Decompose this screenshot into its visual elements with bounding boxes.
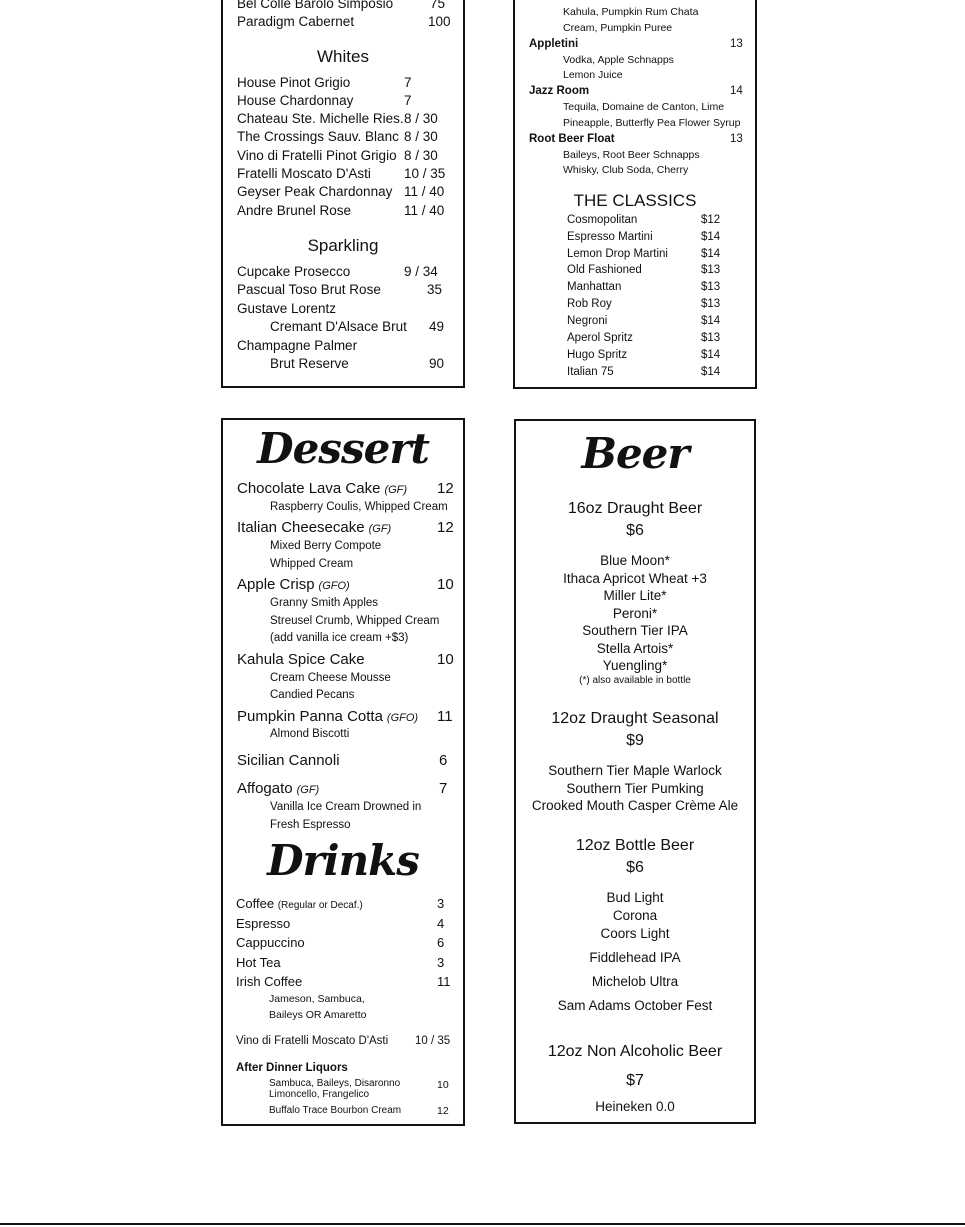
beer-section-price: $9 <box>626 732 644 749</box>
dessert-price: 10 <box>437 651 454 668</box>
wine-name: The Crossings Sauv. Blanc <box>237 129 399 144</box>
classic-name: Negroni <box>567 315 608 327</box>
wine-name: Champagne Palmer <box>237 338 358 353</box>
dessert-price: 12 <box>437 480 454 497</box>
wine-name: House Chardonnay <box>237 93 354 108</box>
classic-price: $13 <box>701 264 721 276</box>
dessert-desc: Vanilla Ice Cream Drowned in <box>270 801 422 813</box>
drink-name: Cappuccino <box>236 935 305 950</box>
dessert-desc: Candied Pecans <box>270 689 355 701</box>
whites-heading: Whites <box>317 47 369 66</box>
beer-item: Peroni* <box>612 606 658 621</box>
dessert-price: 11 <box>437 708 453 725</box>
dessert-desc: Mixed Berry Compote <box>270 540 382 552</box>
drink-name: Irish Coffee <box>236 974 303 989</box>
beer-item: Southern Tier Maple Warlock <box>548 763 722 778</box>
wine-price: 11 / 40 <box>404 203 445 218</box>
wine-name: Paradigm Cabernet <box>237 14 355 29</box>
liquor-name: Limoncello, Frangelico <box>269 1089 370 1100</box>
liquors-heading: After Dinner Liquors <box>236 1062 348 1074</box>
dessert-desc: (add vanilla ice cream +$3) <box>270 632 409 644</box>
beer-item: Crooked Mouth Casper Crème Ale <box>531 798 739 813</box>
wine-price: 7 <box>404 93 412 108</box>
cocktail-desc: Vodka, Apple Schnapps <box>563 54 674 66</box>
dessert-desc: Granny Smith Apples <box>270 597 379 609</box>
liquor-price: 12 <box>437 1105 449 1117</box>
drink-name: Hot Tea <box>236 955 281 970</box>
beer-item: Corona <box>612 908 658 923</box>
wine-price: 11 / 40 <box>404 184 445 199</box>
dessert-tag: (GFO) <box>318 580 350 592</box>
cocktail-price: 13 <box>730 38 743 50</box>
classic-name: Old Fashioned <box>567 264 642 276</box>
wine-price: 8 / 30 <box>404 111 438 126</box>
beer-title: Beer <box>581 429 689 478</box>
wine-menu-panel <box>221 0 465 388</box>
dessert-item-name <box>237 480 407 497</box>
beer-item: Stella Artois* <box>596 641 674 656</box>
beer-section-heading: 12oz Draught Seasonal <box>551 710 719 727</box>
classic-price: $13 <box>701 332 721 344</box>
drink-desc: Baileys OR Amaretto <box>269 1009 367 1021</box>
beer-item: Bud Light <box>606 890 664 905</box>
dessert-name-text: Italian Cheesecake <box>237 519 365 536</box>
beer-section-price: $6 <box>626 522 644 539</box>
classic-price: $14 <box>701 349 721 361</box>
beer-item: Coors Light <box>600 926 670 941</box>
wine-name: Fratelli Moscato D'Asti <box>237 166 371 181</box>
beer-item: Heineken 0.0 <box>595 1099 675 1114</box>
dessert-tag: (GF) <box>296 784 320 796</box>
dessert-item-name <box>237 708 418 725</box>
liquor-price: 10 <box>437 1079 449 1091</box>
cocktail-menu-panel <box>513 0 757 389</box>
beer-menu-panel <box>514 419 756 1124</box>
dessert-price: 10 <box>437 576 454 593</box>
dessert-item-name <box>237 780 319 797</box>
classic-name: Manhattan <box>567 281 622 293</box>
cocktail-desc: Cream, Pumpkin Puree <box>563 22 673 34</box>
cocktail-desc: Whisky, Club Soda, Cherry <box>563 164 689 176</box>
dessert-tag: (GFO) <box>386 712 419 724</box>
drink-price: 3 <box>437 896 445 911</box>
drink-price: 3 <box>437 955 445 970</box>
cocktail-desc: Tequila, Domaine de Canton, Lime <box>563 101 725 113</box>
dessert-name-text: Affogato <box>237 780 293 797</box>
wine-name: Pascual Toso Brut Rose <box>237 282 381 297</box>
beer-section-heading: 16oz Draught Beer <box>567 500 703 517</box>
classic-price: $14 <box>701 248 721 260</box>
dessert-drinks-panel <box>221 418 465 1126</box>
beer-section-price: $6 <box>626 859 644 876</box>
bottle-availability-note: (*) also available in bottle <box>579 675 691 686</box>
page-bottom-rule <box>0 1223 965 1225</box>
wine-price: 7 <box>404 75 412 90</box>
drinks-title: Drinks <box>267 836 419 885</box>
beer-item: Southern Tier Pumking <box>566 781 704 796</box>
wine-price: 10 / 35 <box>404 166 446 181</box>
dessert-desc: Streusel Crumb, Whipped Cream <box>270 615 440 627</box>
classic-price: $14 <box>701 231 721 243</box>
wine-price: 100 <box>428 14 451 29</box>
beer-item: Blue Moon* <box>600 553 670 568</box>
wine-price: 9 / 34 <box>404 264 438 279</box>
dessert-desc: Whipped Cream <box>270 558 354 570</box>
dessert-item-name <box>237 519 391 536</box>
wine-name: Andre Brunel Rose <box>237 203 352 218</box>
classic-price: $14 <box>701 315 721 327</box>
dessert-item-name <box>237 576 350 593</box>
classic-price: $13 <box>701 298 721 310</box>
classic-name: Rob Roy <box>567 298 612 310</box>
wine-price: 35 <box>427 282 443 297</box>
classic-name: Italian 75 <box>567 366 614 378</box>
cocktail-desc: Lemon Juice <box>563 69 623 81</box>
dessert-name-text: Kahula Spice Cake <box>237 651 365 668</box>
beer-item: Michelob Ultra <box>591 974 679 989</box>
classic-price: $12 <box>701 214 721 226</box>
wine-name: Gustave Lorentz <box>237 301 337 316</box>
wine-name: Cremant D'Alsace Brut <box>270 319 407 334</box>
drink-name-text: Coffee <box>236 896 275 911</box>
dessert-title: Dessert <box>257 424 429 473</box>
cocktail-desc: Baileys, Root Beer Schnapps <box>563 149 700 161</box>
beer-item: Sam Adams October Fest <box>557 998 713 1013</box>
drink-name <box>236 896 363 911</box>
dessert-name-text: Apple Crisp <box>237 576 315 593</box>
cocktail-price: 13 <box>730 133 743 145</box>
wine-price: 8 / 30 <box>404 148 438 163</box>
cocktail-name: Appletini <box>529 38 579 50</box>
wine-price: 49 <box>429 319 445 334</box>
drink-name: Vino di Fratelli Moscato D'Asti <box>236 1035 389 1047</box>
dessert-item-name <box>237 651 365 668</box>
wine-price: 75 <box>430 0 446 11</box>
beer-item: Yuengling* <box>602 658 668 673</box>
classic-name: Cosmopolitan <box>567 214 638 226</box>
wine-name: Geyser Peak Chardonnay <box>237 184 393 199</box>
dessert-desc: Cream Cheese Mousse <box>270 672 391 684</box>
cocktail-name: Jazz Room <box>529 85 590 97</box>
beer-item: Southern Tier IPA <box>582 623 688 638</box>
liquor-name: Buffalo Trace Bourbon Cream <box>269 1105 402 1116</box>
cocktail-name: Root Beer Float <box>529 133 615 145</box>
beer-item: Miller Lite* <box>603 588 667 603</box>
drink-name: Espresso <box>236 916 291 931</box>
drink-price: 11 <box>437 974 451 989</box>
classic-name: Aperol Spritz <box>567 332 633 344</box>
beer-item: Fiddlehead IPA <box>589 950 681 965</box>
classic-name: Lemon Drop Martini <box>567 248 668 260</box>
dessert-name-text: Sicilian Cannoli <box>237 752 340 769</box>
classic-price: $13 <box>701 281 721 293</box>
drink-note: (Regular or Decaf.) <box>277 900 363 911</box>
classic-name: Hugo Spritz <box>567 349 628 361</box>
liquor-name: Sambuca, Baileys, Disaronno <box>269 1078 401 1089</box>
cocktail-desc: Kahula, Pumpkin Rum Chata <box>563 6 699 18</box>
classic-price: $14 <box>701 366 721 378</box>
wine-name: Vino di Fratelli Pinot Grigio <box>237 148 397 163</box>
dessert-desc: Fresh Espresso <box>270 819 351 831</box>
drink-price: 6 <box>437 935 445 950</box>
classic-name: Espresso Martini <box>567 231 653 243</box>
drink-price: 10 / 35 <box>415 1035 451 1047</box>
dessert-tag: (GF) <box>384 484 408 496</box>
wine-name: Chateau Ste. Michelle Ries. <box>237 111 404 126</box>
dessert-tag: (GF) <box>368 523 392 535</box>
dessert-name-text: Pumpkin Panna Cotta <box>237 708 383 725</box>
dessert-desc: Almond Biscotti <box>270 728 350 740</box>
beer-section-heading: 12oz Non Alcoholic Beer <box>547 1043 723 1060</box>
classics-heading: THE CLASSICS <box>573 191 697 210</box>
cocktail-price: 14 <box>730 85 743 97</box>
dessert-price: 12 <box>437 519 454 536</box>
dessert-price: 6 <box>439 752 448 769</box>
dessert-desc: Raspberry Coulis, Whipped Cream <box>270 501 448 513</box>
beer-section-heading: 12oz Bottle Beer <box>575 837 695 854</box>
beer-item: Ithaca Apricot Wheat +3 <box>563 571 707 586</box>
dessert-price: 7 <box>439 780 448 797</box>
wine-name: House Pinot Grigio <box>237 75 351 90</box>
drink-desc: Jameson, Sambuca, <box>269 993 365 1005</box>
wine-name: Bel Colle Barolo Simposio <box>237 0 394 11</box>
wine-name: Brut Reserve <box>270 356 349 371</box>
wine-price: 8 / 30 <box>404 129 438 144</box>
wine-price: 90 <box>429 356 445 371</box>
beer-section-price: $7 <box>626 1072 644 1089</box>
drink-price: 4 <box>437 916 445 931</box>
dessert-item-name <box>237 752 340 769</box>
cocktail-desc: Pineapple, Butterfly Pea Flower Syrup <box>563 117 741 129</box>
sparkling-heading: Sparkling <box>307 236 379 255</box>
wine-name: Cupcake Prosecco <box>237 264 351 279</box>
dessert-name-text: Chocolate Lava Cake <box>237 480 381 497</box>
